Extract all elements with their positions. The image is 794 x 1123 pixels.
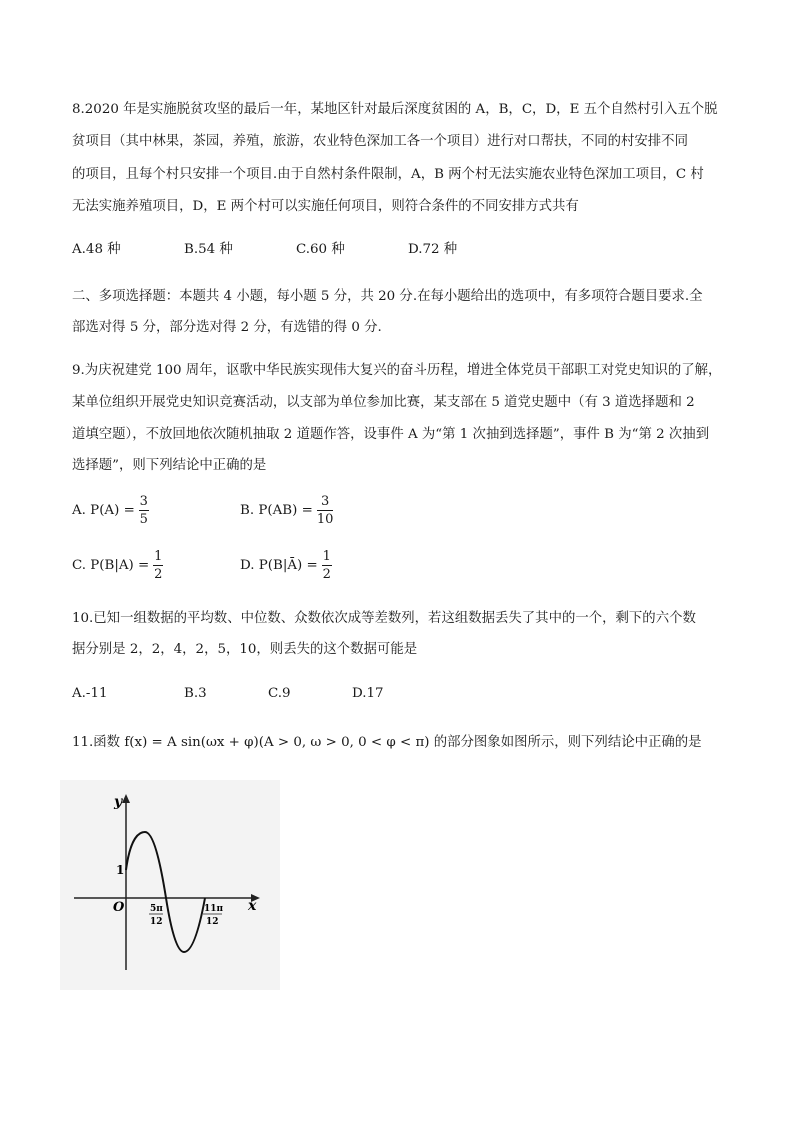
q9-option-a-num: 3 — [139, 494, 148, 509]
q8-option-c: C.60 种 — [296, 242, 345, 257]
q9-option-c-prefix: C. P(B|A) = — [72, 558, 150, 573]
x-tick-1-den: 12 — [150, 917, 163, 927]
q8-line-4: 无法实施养殖项目，D，E 两个村可以实施任何项目，则符合条件的不同安排方式共有 — [72, 199, 579, 214]
q9-line-4: 选择题”，则下列结论中正确的是 — [72, 458, 267, 473]
q10-line-1: 10.已知一组数据的平均数、中位数、众数依次成等差数列，若这组数据丢失了其中的一个，剩下的六个数 — [72, 611, 696, 626]
q9-option-b-den: 10 — [316, 512, 334, 527]
q9-option-d-num: 1 — [322, 549, 331, 564]
section2-line-1: 二、多项选择题：本题共 4 小题，每小题 5 分，共 20 分.在每小题给出的选项中，有多项符合题目要求.全 — [72, 289, 703, 304]
q9-option-b-prefix: B. P(AB) = — [240, 503, 313, 518]
q9-line-1: 9.为庆祝建党 100 周年，讴歌中华民族实现伟大复兴的奋斗历程，增进全体党员干部职工对党史知识的了解， — [72, 363, 722, 378]
y-tick-label: 1 — [116, 863, 125, 877]
section2-line-2: 部选对得 5 分，部分选对得 2 分，有选错的得 0 分. — [72, 320, 382, 335]
x-tick-2-num: 11π — [204, 904, 224, 914]
q8-option-a: A.48 种 — [72, 242, 121, 257]
q9-option-c — [72, 549, 163, 582]
q10-option-b: B.3 — [184, 686, 207, 701]
sine-curve — [126, 832, 205, 952]
q10-line-2: 据分别是 2，2，4，2，5，10，则丢失的这个数据可能是 — [72, 642, 418, 657]
q10-option-d: D.17 — [352, 686, 384, 701]
q9-option-c-num: 1 — [154, 549, 163, 564]
sine-graph-figure — [60, 780, 280, 990]
q8-option-d: D.72 种 — [408, 242, 458, 257]
origin-label: O — [113, 900, 125, 915]
q9-option-a-den: 5 — [139, 512, 148, 527]
q10-option-c: C.9 — [268, 686, 291, 701]
q9-option-a-prefix: A. P(A) = — [72, 503, 135, 518]
x-axis-label: x — [248, 898, 257, 914]
q8-line-1: 8.2020 年是实施脱贫攻坚的最后一年，某地区针对最后深度贫困的 A，B，C，D，E 五个自然村引入五个脱 — [72, 102, 718, 117]
q11-line-1: 11.函数 f(x) = A sin(ωx + φ)(A > 0, ω > 0, 0 < φ < π) 的部分图象如图所示，则下列结论中正确的是 — [72, 735, 702, 750]
q9-option-d-fraction — [322, 549, 332, 582]
q9-option-c-fraction — [153, 549, 163, 582]
q8-line-3: 的项目，且每个村只安排一个项目.由于自然村条件限制，A，B 两个村无法实施农业特色深加工项目，C 村 — [72, 167, 704, 182]
x-tick-1-num: 5π — [150, 904, 163, 914]
q10-option-a: A.-11 — [72, 686, 108, 701]
q9-option-b-fraction — [317, 494, 334, 527]
q9-option-d — [240, 549, 332, 582]
q9-line-3: 道填空题），不放回地依次随机抽取 2 道题作答，设事件 A 为“第 1 次抽到选择题”，事件 B 为“第 2 次抽到 — [72, 427, 710, 442]
q9-option-a — [72, 494, 149, 527]
q9-option-b-num: 3 — [320, 494, 330, 509]
q9-option-a-fraction — [139, 494, 149, 527]
q9-option-d-den: 2 — [322, 567, 331, 582]
y-axis-arrow — [122, 794, 130, 803]
q9-line-2: 某单位组织开展党史知识竞赛活动，以支部为单位参加比赛，某支部在 5 道党史题中（有 3 道选择题和 2 — [72, 395, 695, 410]
q9-option-b — [240, 494, 333, 527]
q9-option-d-prefix: D. P(B|Ā) = — [240, 558, 318, 573]
q8-option-b: B.54 种 — [184, 242, 233, 257]
x-tick-2-den: 12 — [206, 917, 219, 927]
q9-option-c-den: 2 — [154, 567, 163, 582]
y-axis-label: y — [114, 794, 123, 810]
q8-line-2: 贫项目（其中林果，茶园，养殖，旅游，农业特色深加工各一个项目）进行对口帮扶，不同的村安排不同 — [72, 134, 688, 149]
